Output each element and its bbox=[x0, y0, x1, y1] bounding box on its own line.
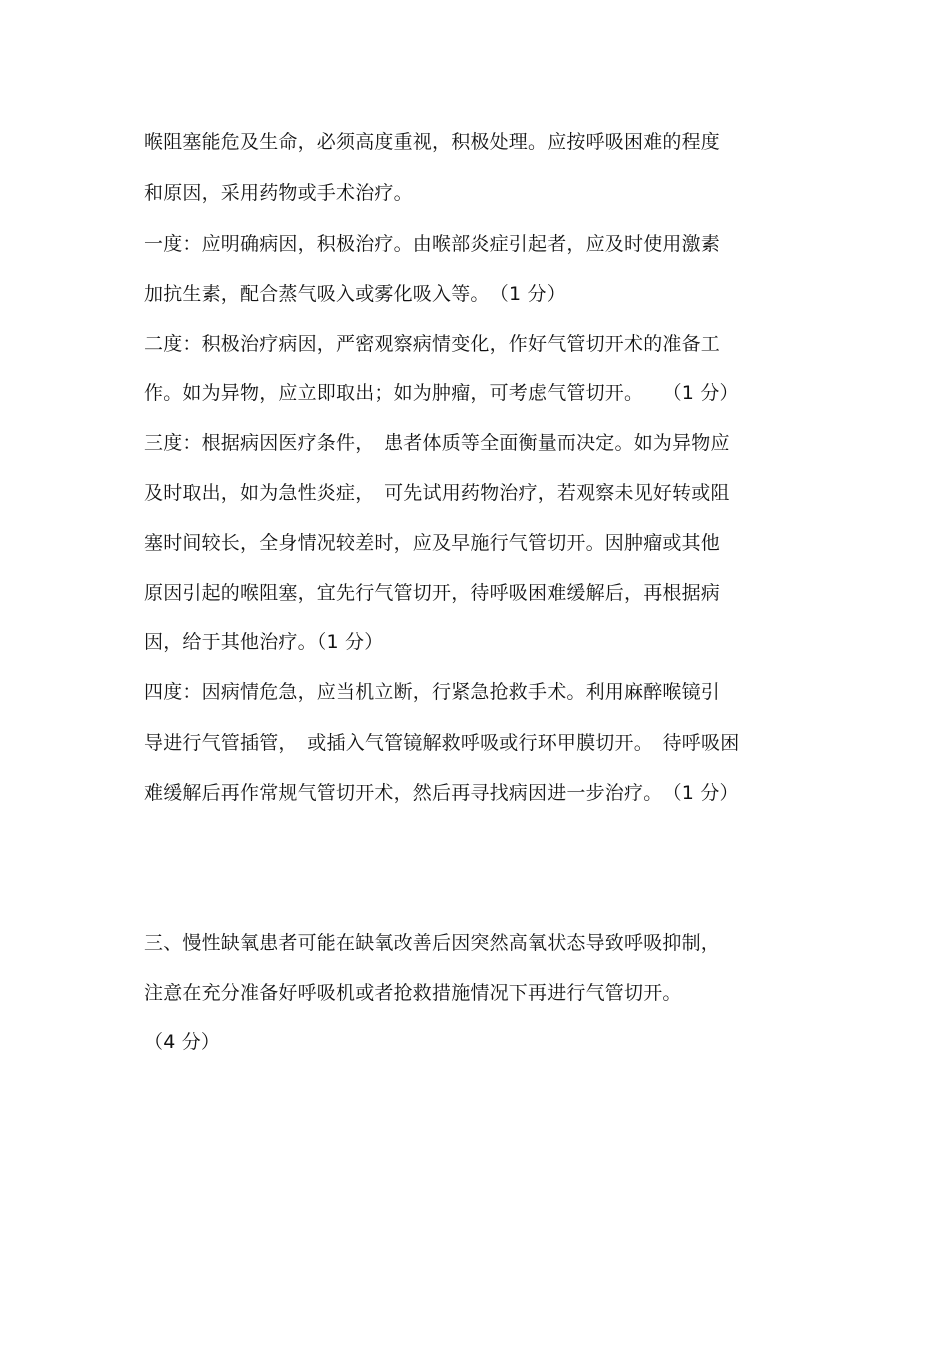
text-line: 加抗生素，配合蒸气吸入或雾化吸入等。 （1 分） bbox=[144, 283, 566, 305]
text-line: 塞时间较长，全身情况较差时，应及早施行气管切开。因肿瘤或其他 bbox=[144, 532, 721, 554]
text-line: 一度：应明确病因，积极治疗。由喉部炎症引起者，应及时使用激素 bbox=[144, 233, 721, 255]
text-line: 注意在充分准备好呼吸机或者抢救措施情况下再进行气管切开。 bbox=[144, 982, 682, 1004]
text-line: （4 分） bbox=[144, 1031, 221, 1053]
text-line: 导进行气管插管， 或插入气管镜解救呼吸或行环甲膜切开。 待呼吸困 bbox=[144, 732, 740, 754]
text-line: 因，给于其他治疗。（1 分） bbox=[144, 631, 384, 653]
text-line: 原因引起的喉阻塞，宜先行气管切开，待呼吸困难缓解后，再根据病 bbox=[144, 582, 721, 604]
text-line: 三、慢性缺氧患者可能在缺氧改善后因突然高氧状态导致呼吸抑制， bbox=[144, 932, 721, 954]
text-line: 及时取出，如为急性炎症， 可先试用药物治疗，若观察未见好转或阻 bbox=[144, 482, 730, 504]
text-line: 难缓解后再作常规气管切开术，然后再寻找病因进一步治疗。 （1 分） bbox=[144, 782, 739, 804]
text-line: 二度：积极治疗病因，严密观察病情变化，作好气管切开术的准备工 bbox=[144, 333, 721, 355]
text-line: 和原因，采用药物或手术治疗。 bbox=[144, 182, 413, 204]
text-line: 喉阻塞能危及生命，必须高度重视，积极处理。应按呼吸困难的程度 bbox=[144, 131, 721, 153]
text-line: 三度：根据病因医疗条件， 患者体质等全面衡量而决定。如为异物应 bbox=[144, 432, 730, 454]
text-line: 四度：因病情危急，应当机立断，行紧急抢救手术。利用麻醉喉镜引 bbox=[144, 681, 721, 703]
text-line: 作。如为异物，应立即取出；如为肿瘤，可考虑气管切开。 （1 分） bbox=[144, 382, 739, 404]
